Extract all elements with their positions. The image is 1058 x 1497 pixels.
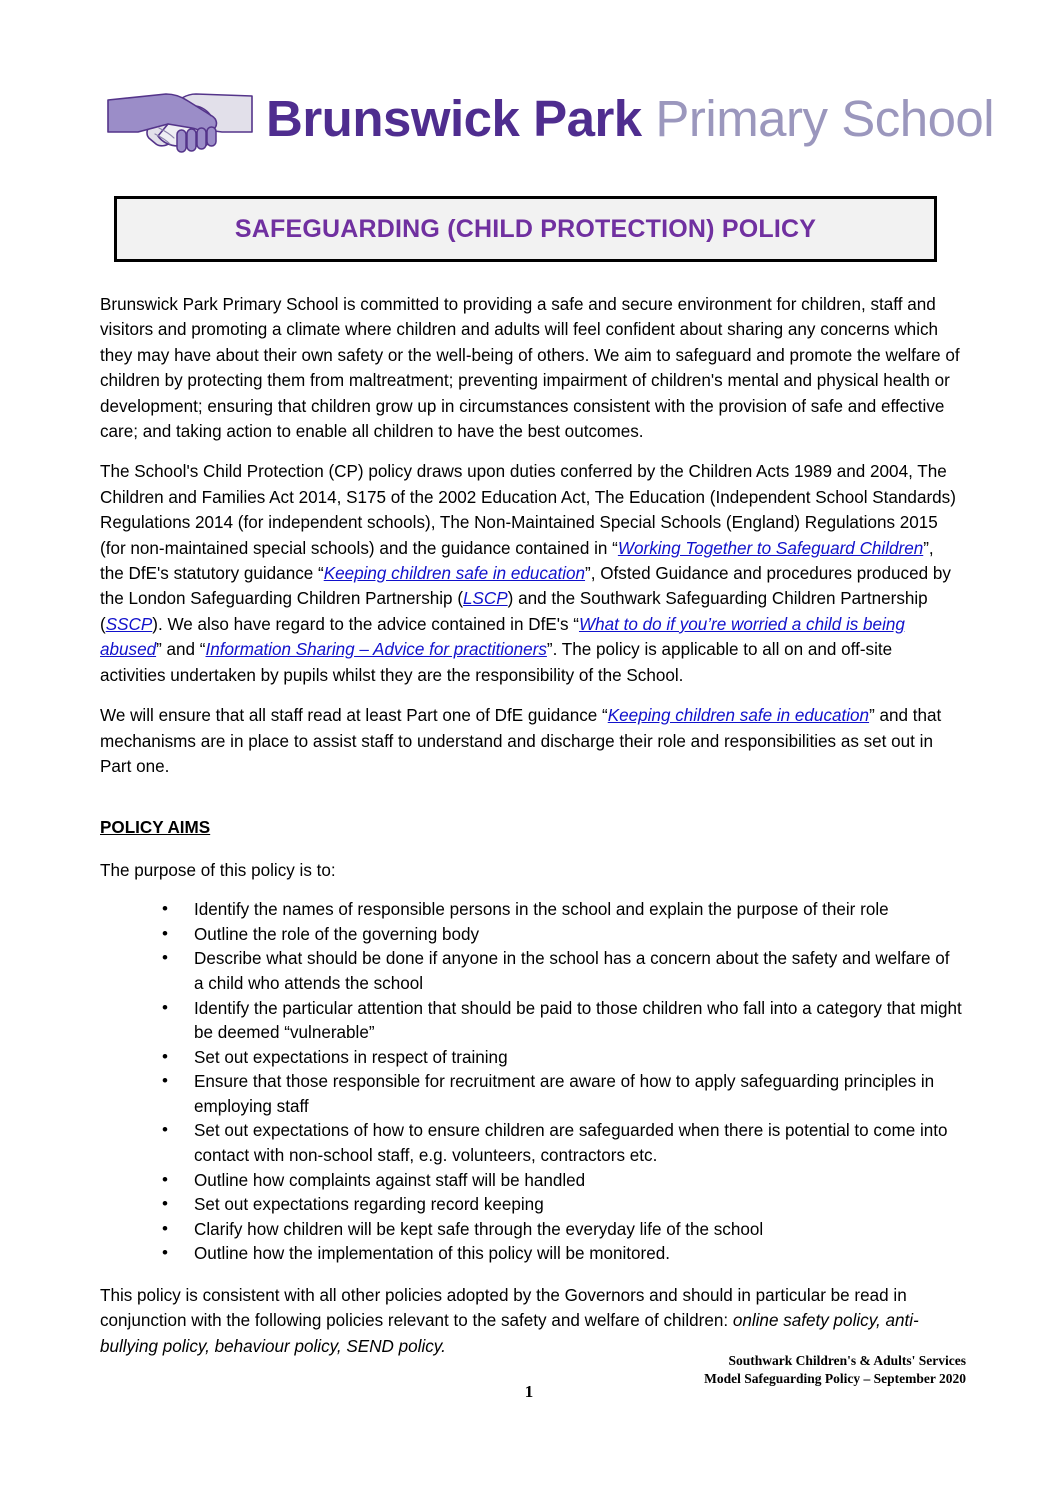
text-run: We will ensure that all staff read at least Part one of DfE guidance “ bbox=[100, 706, 608, 726]
policy-title-box bbox=[114, 196, 937, 262]
logo-wordmark-light: Primary School bbox=[655, 89, 995, 147]
paragraph-staff-reading bbox=[100, 703, 962, 779]
list-item: • Identify the particular attention that should be paid to those children who fall into a category that might be deemed “vulnerable” bbox=[162, 997, 962, 1046]
list-item: • Set out expectations of how to ensure children are safeguarded when there is potential to come into contact with non-school staff, e.g. volunteers, contractors etc. bbox=[162, 1119, 962, 1168]
list-item: • Outline how complaints against staff will be handled bbox=[162, 1169, 962, 1194]
paragraph-commitment: Brunswick Park Primary School is committed to providing a safe and secure environment for children, staff and visitors and promoting a climate where children and adults will feel confident about sharing any concerns which they may have about their own safety or the well-being of others. We aim to safeguard and promote the welfare of children by protecting them from maltreatment; preventing impairment of children's mental and physical health or development; ensuring that children grow up in circumstances consistent with the provision of safe and effective care; and taking action to enable all children to have the best outcomes. bbox=[100, 295, 960, 442]
paragraph-related-policies bbox=[100, 1283, 962, 1359]
paragraph-purpose-intro: The purpose of this policy is to: bbox=[100, 860, 336, 880]
logo-wordmark bbox=[266, 89, 995, 147]
list-item: • Clarify how children will be kept safe through the everyday life of the school bbox=[162, 1218, 962, 1243]
policy-aims-section bbox=[100, 794, 962, 857]
policy-aims-list bbox=[100, 898, 962, 1267]
link-information-sharing-advice-for-practitioners[interactable]: Information Sharing – Advice for practitioners bbox=[205, 640, 547, 660]
logo-wordmark-strong: Brunswick Park bbox=[266, 89, 642, 147]
text-run: The School's Child Protection (CP) policy draws upon duties conferred by the Children Acts 1989 and 2004, The Children and Families Act 2014, S175 of the 2002 Education Act, The Education (Independent School Standards) Regulations 2014 (for independent schools), The Non-Maintained Special Schools (England) Regulations 2015 (for non-maintained special schools) and the guidance contained in “ bbox=[100, 462, 956, 558]
text-run: ”. The policy is applicable to all on and off-site activities undertaken by pupils whilst they are the responsibility of the School. bbox=[100, 640, 893, 685]
text-run: This policy is consistent with all other policies adopted by the Governors and should in particular be read in conjunction with the following policies relevant to the safety and welfare of children: bbox=[100, 1286, 907, 1331]
text-run: ). We also have regard to the advice contained in DfE's “ bbox=[152, 614, 579, 634]
link-keeping-children-safe-in-education-part-one[interactable]: Keeping children safe in education bbox=[607, 706, 870, 726]
text-run: ) and the Southwark Safeguarding Children Partnership ( bbox=[100, 589, 928, 634]
list-item: • Set out expectations in respect of training bbox=[162, 1046, 962, 1071]
footer-line-1: Southwark Children's & Adults' Services bbox=[728, 1353, 966, 1368]
list-item: • Describe what should be done if anyone in the school has a concern about the safety and welfare of a child who attends the school bbox=[162, 947, 962, 996]
footer-line-2: Model Safeguarding Policy – September 2020 bbox=[704, 1370, 966, 1386]
page-title: SAFEGUARDING (CHILD PROTECTION) POLICY bbox=[234, 214, 817, 243]
policy-aims-heading: POLICY AIMS bbox=[100, 818, 211, 838]
related-policies-list: online safety policy, anti-bullying policy, behaviour policy, SEND policy. bbox=[100, 1311, 919, 1356]
link-sscp[interactable]: SSCP bbox=[105, 614, 153, 634]
link-what-to-do-if-worried-a-child-is-being-abused[interactable]: What to do if you’re worried a child is being abused bbox=[100, 614, 905, 660]
text-run: ” and that mechanisms are in place to assist staff to understand and discharge their role and responsibilities as set out in Part one. bbox=[100, 706, 942, 776]
handshake-icon bbox=[104, 72, 256, 164]
list-item: • Outline how the implementation of this policy will be monitored. bbox=[162, 1242, 962, 1267]
document-body bbox=[100, 292, 962, 1359]
list-item: • Set out expectations regarding record keeping bbox=[162, 1193, 962, 1218]
list-item: • Ensure that those responsible for recruitment are aware of how to apply safeguarding principles in employing staff bbox=[162, 1070, 962, 1119]
text-run: ”, the DfE's statutory guidance “ bbox=[100, 538, 934, 584]
text-run: ” and “ bbox=[156, 640, 206, 660]
link-lscp[interactable]: LSCP bbox=[463, 589, 508, 609]
text-run: ”, Ofsted Guidance and procedures produced by the London Safeguarding Children Partnership ( bbox=[100, 564, 951, 609]
page-number: 1 bbox=[524, 1382, 534, 1401]
link-working-together-to-safeguard-children[interactable]: Working Together to Safeguard Children bbox=[617, 538, 924, 558]
link-keeping-children-safe-in-education[interactable]: Keeping children safe in education bbox=[323, 564, 586, 584]
school-logo-header bbox=[104, 68, 995, 168]
list-item: • Identify the names of responsible persons in the school and explain the purpose of their role bbox=[162, 898, 962, 923]
list-item: • Outline the role of the governing body bbox=[162, 923, 962, 948]
paragraph-legal-basis bbox=[100, 459, 962, 688]
